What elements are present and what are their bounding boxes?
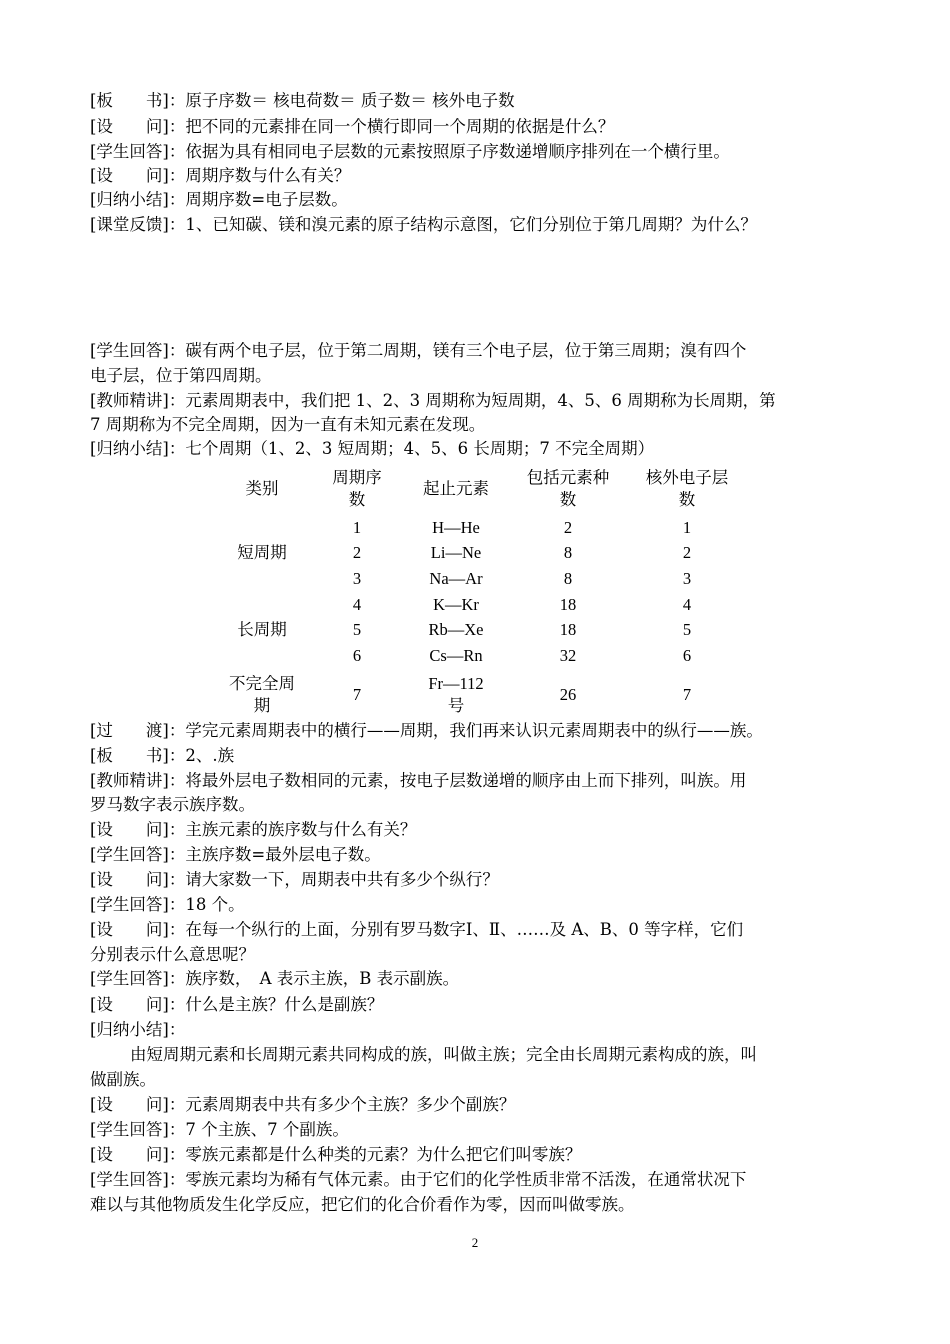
text-line bbox=[90, 820, 865, 840]
line-tag: [设 问]： bbox=[90, 117, 186, 136]
line-text: 主族序数=最外层电子数。 bbox=[185, 845, 381, 864]
text-line bbox=[130, 1045, 865, 1065]
line-text: 2、.族 bbox=[185, 746, 235, 765]
line-text: 7 周期称为不完全周期，因为一直有未知元素在发现。 bbox=[90, 415, 486, 434]
text-line bbox=[90, 117, 865, 137]
text-line bbox=[90, 215, 865, 235]
text-line bbox=[90, 366, 865, 386]
line-text: 族序数， A 表示主族，B 表示副族。 bbox=[185, 969, 460, 988]
period-cell: 3 bbox=[352, 568, 362, 588]
line-text: 什么是主族？什么是副族？ bbox=[185, 995, 384, 1014]
category-cell: 短周期 bbox=[237, 543, 287, 563]
count-cell: 18 bbox=[559, 594, 577, 614]
text-line bbox=[90, 391, 865, 411]
header-elements: 起止元素 bbox=[423, 479, 489, 498]
shells-cell: 7 bbox=[682, 684, 692, 704]
elements-cell: Cs—Rn bbox=[429, 645, 483, 665]
text-line bbox=[90, 91, 865, 111]
period-cell: 5 bbox=[352, 620, 362, 640]
shells-cell: 6 bbox=[682, 645, 692, 665]
category-cell: 不完全周 期 bbox=[229, 673, 295, 715]
count-cell: 26 bbox=[559, 684, 577, 704]
text-line bbox=[90, 1095, 865, 1115]
line-tag: [学生回答]： bbox=[90, 969, 186, 988]
line-text: 周期序数与什么有关？ bbox=[185, 166, 351, 185]
line-tag: [教师精讲]： bbox=[90, 771, 186, 790]
page-number: 2 bbox=[471, 1235, 479, 1250]
period-cell: 7 bbox=[352, 684, 362, 704]
header-period: 周期序 数 bbox=[332, 468, 382, 509]
line-tag: [教师精讲]： bbox=[90, 391, 186, 410]
line-tag: [板 书]： bbox=[90, 746, 186, 765]
line-text: 1、已知碳、镁和溴元素的原子结构示意图，它们分别位于第几周期？为什么？ bbox=[185, 215, 757, 234]
period-cell: 1 bbox=[352, 517, 362, 537]
line-text: 依据为具有相同电子层数的元素按照原子序数递增顺序排列在一个横行里。 bbox=[185, 142, 730, 161]
line-text: 元素周期表中共有多少个主族？多少个副族？ bbox=[185, 1095, 516, 1114]
line-text: 罗马数字表示族序数。 bbox=[90, 795, 255, 814]
line-text: 碳有两个电子层，位于第二周期，镁有三个电子层，位于第三周期；溴有四个 bbox=[185, 341, 747, 360]
text-line bbox=[90, 969, 865, 989]
shells-cell: 4 bbox=[682, 594, 692, 614]
line-tag: [设 问]： bbox=[90, 166, 186, 185]
table-row bbox=[210, 669, 750, 721]
text-line bbox=[90, 945, 865, 965]
elements-cell: K—Kr bbox=[433, 594, 479, 614]
line-text: 学完元素周期表中的横行——周期，我们再来认识元素周期表中的纵行——族。 bbox=[185, 721, 763, 740]
line-text: 将最外层电子数相同的元素，按电子层数递增的顺序由上而下排列，叫族。用 bbox=[185, 771, 747, 790]
text-line bbox=[90, 1195, 865, 1215]
line-tag: [设 问]： bbox=[90, 1145, 186, 1164]
text-line bbox=[90, 995, 865, 1015]
line-tag: [学生回答]： bbox=[90, 142, 186, 161]
line-tag: [学生回答]： bbox=[90, 895, 186, 914]
line-text: 零族元素均为稀有气体元素。由于它们的化学性质非常不活泼，在通常状况下 bbox=[185, 1170, 747, 1189]
text-line bbox=[90, 1145, 865, 1165]
line-tag: [设 问]： bbox=[90, 1095, 186, 1114]
text-line bbox=[90, 771, 865, 791]
text-line bbox=[90, 439, 865, 459]
line-tag: [归纳小结]： bbox=[90, 1020, 186, 1039]
header-category: 类别 bbox=[245, 479, 279, 498]
line-text: 零族元素都是什么种类的元素？为什么把它们叫零族？ bbox=[185, 1145, 582, 1164]
text-line bbox=[90, 415, 865, 435]
line-text: 由短周期元素和长周期元素共同构成的族，叫做主族；完全由长周期元素构成的族，叫 bbox=[130, 1045, 757, 1064]
shells-cell: 3 bbox=[682, 568, 692, 588]
line-tag: [过 渡]： bbox=[90, 721, 186, 740]
periods-table bbox=[210, 463, 750, 721]
text-line bbox=[90, 721, 865, 741]
text-line bbox=[90, 895, 865, 915]
line-text: 电子层，位于第四周期。 bbox=[90, 366, 272, 385]
text-line bbox=[90, 190, 865, 210]
line-text: 请大家数一下，周期表中共有多少个纵行？ bbox=[185, 870, 499, 889]
line-tag: [学生回答]： bbox=[90, 1120, 186, 1139]
line-text: 主族元素的族序数与什么有关？ bbox=[185, 820, 417, 839]
line-text: 难以与其他物质发生化学反应，把它们的化合价看作为零，因而叫做零族。 bbox=[90, 1195, 635, 1214]
table-row bbox=[210, 592, 750, 618]
line-tag: [板 书]： bbox=[90, 91, 186, 110]
text-line bbox=[90, 1020, 865, 1040]
shells-cell: 5 bbox=[682, 620, 692, 640]
line-text: 分别表示什么意思呢？ bbox=[90, 945, 255, 964]
period-cell: 4 bbox=[352, 594, 362, 614]
line-tag: [设 问]： bbox=[90, 870, 186, 889]
shells-cell: 1 bbox=[682, 517, 692, 537]
text-line bbox=[90, 870, 865, 890]
line-tag: [归纳小结]： bbox=[90, 190, 186, 209]
line-tag: [设 问]： bbox=[90, 995, 186, 1014]
table-header-row bbox=[210, 463, 750, 515]
text-line bbox=[90, 795, 865, 815]
text-line bbox=[90, 166, 865, 186]
line-text: 七个周期（1、2、3 短周期；4、5、6 长周期；7 不完全周期） bbox=[185, 439, 655, 458]
line-tag: [设 问]： bbox=[90, 920, 186, 939]
count-cell: 8 bbox=[563, 568, 573, 588]
header-shells: 核外电子层 数 bbox=[645, 468, 729, 509]
elements-cell: Rb—Xe bbox=[428, 620, 484, 640]
count-cell: 18 bbox=[559, 620, 577, 640]
line-text: 原子序数＝ 核电荷数＝ 质子数＝ 核外电子数 bbox=[185, 91, 515, 110]
line-text: 18 个。 bbox=[185, 895, 245, 914]
text-line bbox=[90, 1070, 865, 1090]
line-text: 在每一个纵行的上面，分别有罗马数字Ⅰ、Ⅱ、……及 A、B、0 等字样，它们 bbox=[185, 920, 744, 939]
line-text: 元素周期表中，我们把 1、2、3 周期称为短周期，4、5、6 周期称为长周期，第 bbox=[185, 391, 776, 410]
text-line bbox=[90, 341, 865, 361]
line-text: 做副族。 bbox=[90, 1070, 156, 1089]
line-tag: [学生回答]： bbox=[90, 341, 186, 360]
text-line bbox=[90, 920, 865, 940]
category-cell: 长周期 bbox=[237, 620, 287, 640]
line-tag: [设 问]： bbox=[90, 820, 186, 839]
elements-cell: Li—Ne bbox=[430, 543, 482, 563]
period-cell: 2 bbox=[352, 543, 362, 563]
text-line bbox=[90, 1120, 865, 1140]
count-cell: 8 bbox=[563, 543, 573, 563]
text-line bbox=[90, 746, 865, 766]
count-cell: 2 bbox=[563, 517, 573, 537]
elements-cell: Fr—112 号 bbox=[428, 673, 484, 715]
text-line bbox=[90, 845, 865, 865]
elements-cell: H—He bbox=[432, 517, 480, 537]
line-text: 7 个主族、7 个副族。 bbox=[185, 1120, 349, 1139]
line-text: 周期序数=电子层数。 bbox=[185, 190, 348, 209]
line-text: 把不同的元素排在同一个横行即同一个周期的依据是什么？ bbox=[185, 117, 615, 136]
period-cell: 6 bbox=[352, 645, 362, 665]
header-count: 包括元素种 数 bbox=[526, 468, 610, 509]
line-tag: [课堂反馈]： bbox=[90, 215, 186, 234]
line-tag: [学生回答]： bbox=[90, 845, 186, 864]
table-row bbox=[210, 515, 750, 541]
text-line bbox=[90, 142, 865, 162]
elements-cell: Na—Ar bbox=[429, 568, 483, 588]
text-line bbox=[90, 1170, 865, 1190]
line-tag: [学生回答]： bbox=[90, 1170, 186, 1189]
count-cell: 32 bbox=[559, 645, 577, 665]
line-tag: [归纳小结]： bbox=[90, 439, 186, 458]
shells-cell: 2 bbox=[682, 543, 692, 563]
